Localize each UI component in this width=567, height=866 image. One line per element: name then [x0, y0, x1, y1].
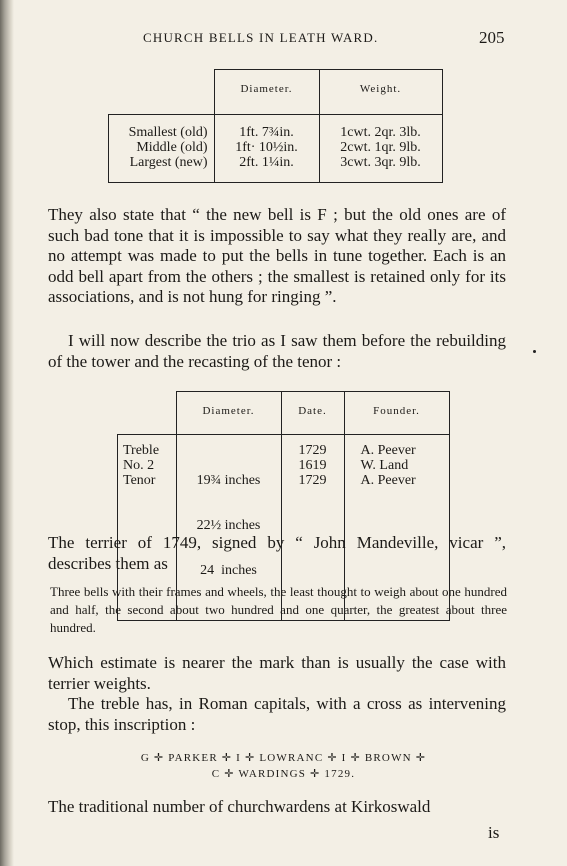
- table1-diameter-cell: 1ft. 7¾in.: [239, 125, 294, 140]
- table1-header-diameter: Diameter.: [214, 70, 319, 115]
- table2-row-label: No. 2: [123, 458, 155, 473]
- paragraph-treble-inscription: The treble has, in Roman capitals, with a cross as intervening stop, this inscription :: [48, 694, 506, 734]
- continuation-word: is: [488, 823, 500, 842]
- inscription-line-1: G ✛ PARKER ✛ I ✛ LOWRANC ✛ I ✛ BROWN ✛: [140, 752, 427, 764]
- table2-diameter-cell: 22½ inches: [196, 518, 261, 533]
- header-title: CHURCH BELLS IN LEATH WARD.: [143, 30, 379, 45]
- table1-label-column: [109, 115, 215, 183]
- table2-diameter-cell: 19¾ inches: [196, 473, 261, 488]
- table1-weight-cell: 3cwt. 3qr. 9lb.: [340, 155, 421, 170]
- bell-measurements-table: [108, 69, 443, 183]
- paragraph-new-bell: They also state that “ the new bell is F ; but the old ones are of such bad tone that it is impossible to say what they really are, and no attempt was made to put the bells in tune together. Each is an odd bell apart from the others ; the smallest is retained only for its associations, and is not hung for ringing ”.: [48, 205, 506, 306]
- table2-header-diameter: Diameter.: [176, 392, 281, 435]
- table1-row-label: Largest (new): [129, 155, 208, 170]
- table1-header-weight: Weight.: [319, 70, 442, 115]
- paragraph-estimate: Which estimate is nearer the mark than is usually the case with terrier weights.: [48, 653, 506, 693]
- table2-header-founder: Founder.: [344, 392, 449, 435]
- table1-weight-cell: 1cwt. 2qr. 3lb.: [340, 125, 421, 140]
- paragraph-terrier: The terrier of 1749, signed by “ John Mandeville, vicar ”, describes them as: [48, 533, 506, 573]
- table1-diameter-column: [214, 115, 319, 183]
- table1-row-label: Middle (old): [136, 140, 208, 155]
- table2-date-cell: 1619: [298, 458, 327, 473]
- table2-founder-cell: A. Peever: [360, 473, 416, 488]
- table1-diameter-cell: 2ft. 1¼in.: [239, 155, 294, 170]
- table2-row-label: Treble: [123, 443, 160, 458]
- page-number: 205: [479, 28, 505, 47]
- table2-header-date: Date.: [281, 392, 344, 435]
- table1-row-label: Smallest (old): [128, 125, 208, 140]
- table2-date-cell: 1729: [298, 473, 327, 488]
- terrier-quotation: Three bells with their frames and wheels, the least thought to weigh about one hundred and half, the second about two hundred and one quarter, the greatest about three hundred.: [50, 584, 507, 635]
- table1-weight-cell: 2cwt. 1qr. 9lb.: [340, 140, 421, 155]
- table1-diameter-cell: 1ft· 10½in.: [235, 140, 298, 155]
- table2-diameter-cell: 24 inches: [200, 563, 257, 578]
- ink-speck: [533, 350, 536, 353]
- paragraph-churchwardens: The traditional number of churchwardens at Kirkoswald: [48, 797, 431, 816]
- table2-row-label: Tenor: [123, 473, 156, 488]
- running-header: [0, 30, 567, 50]
- paragraph-describe-trio: I will now describe the trio as I saw them before the rebuilding of the tower and the recasting of the tenor :: [48, 331, 506, 371]
- table2-founder-cell: W. Land: [360, 458, 409, 473]
- table2-founder-cell: A. Peever: [360, 443, 416, 458]
- page-edge-shadow: [0, 0, 14, 866]
- table1-weight-column: [319, 115, 442, 183]
- inscription-line-2: C ✛ WARDINGS ✛ 1729.: [211, 768, 356, 780]
- table2-date-cell: 1729: [298, 443, 327, 458]
